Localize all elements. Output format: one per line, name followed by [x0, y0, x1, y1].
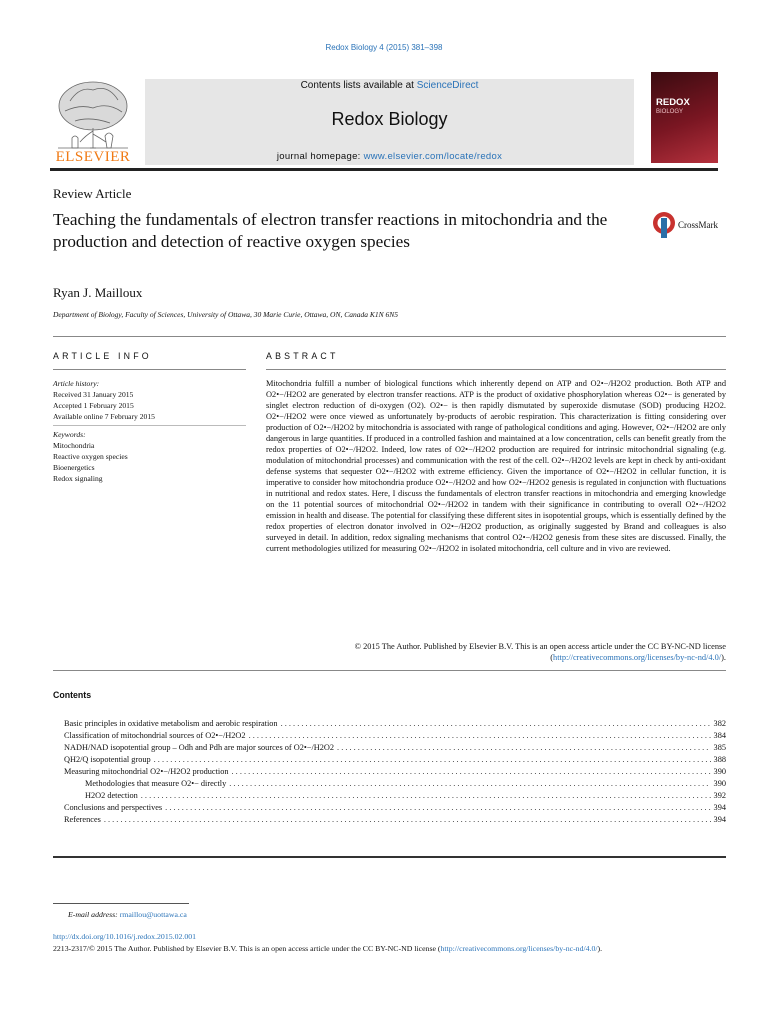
toc-entry[interactable] — [64, 778, 726, 790]
online-date: Available online 7 February 2015 — [53, 412, 155, 421]
toc-entry-label: H2O2 detection — [85, 791, 138, 800]
toc-entry-page: 394 — [713, 815, 726, 824]
toc-entry-page: 384 — [713, 731, 726, 740]
toc-leader-dots — [337, 742, 711, 754]
toc-entry-label: Classification of mitochondrial sources of O2•−/H2O2 — [64, 731, 246, 740]
footnote-email — [68, 910, 187, 919]
copyright-end: ). — [721, 653, 726, 662]
keywords-label: Keywords: — [53, 430, 86, 439]
toc-entry-page: 390 — [713, 767, 726, 776]
article-type: Review Article — [53, 186, 132, 201]
license-text: 2213-2317/© 2015 The Author. Published by Elsevier B.V. This is an open access article under the CC BY-NC-ND license ( — [53, 944, 441, 953]
toc-entry-label: Conclusions and perspectives — [64, 803, 163, 812]
email-label: E-mail address: — [68, 910, 120, 919]
sciencedirect-link[interactable]: ScienceDirect — [416, 80, 479, 91]
abstract-copyright — [266, 641, 726, 663]
toc-entry-label: References — [64, 815, 101, 824]
toc-entry-label: Methodologies that measure O2•− directly — [85, 779, 227, 788]
license-end: ). — [597, 944, 603, 953]
elsevier-wordmark: ELSEVIER — [55, 149, 131, 165]
contents-top-rule — [53, 670, 726, 671]
toc-entry-page: 388 — [713, 755, 726, 764]
toc-leader-dots — [141, 790, 711, 802]
abstract-rule — [266, 369, 726, 370]
journal-cover-image[interactable] — [651, 72, 718, 163]
footnote-rule — [53, 903, 189, 904]
author-name: Ryan J. Mailloux — [53, 285, 143, 300]
copyright-text: © 2015 The Author. Published by Elsevier B.V. This is an open access article under the CC BY-NC-ND license ( — [354, 642, 726, 662]
toc-leader-dots — [232, 766, 711, 778]
info-divider — [53, 425, 246, 426]
contents-heading: Contents — [53, 690, 92, 700]
crossmark-label: CrossMark — [678, 220, 718, 230]
info-rule — [53, 369, 246, 370]
toc-leader-dots — [249, 730, 711, 742]
toc-entry-label: Measuring mitochondrial O2•−/H2O2 production — [64, 767, 229, 776]
toc-entry[interactable] — [64, 814, 726, 826]
crossmark-badge[interactable] — [652, 208, 728, 242]
toc-entry[interactable] — [64, 754, 726, 766]
accepted-date: Accepted 1 February 2015 — [53, 401, 134, 410]
toc-leader-dots — [165, 802, 710, 814]
toc-entry-page: 392 — [713, 791, 726, 800]
author-affiliation: Department of Biology, Faculty of Sciences, University of Ottawa, 30 Marie Curie, Ottawa, ON, Canada K1N 6N5 — [53, 310, 398, 319]
toc-entry-label: Basic principles in oxidative metabolism and aerobic respiration — [64, 719, 278, 728]
journal-homepage — [145, 151, 634, 162]
toc-entry[interactable] — [64, 766, 726, 778]
table-of-contents — [64, 718, 726, 826]
toc-entry-page: 390 — [713, 779, 726, 788]
cover-title: REDOX — [656, 97, 690, 108]
crossmark-icon — [652, 210, 676, 240]
abstract-heading: ABSTRACT — [266, 351, 339, 361]
journal-reference[interactable]: Redox Biology 4 (2015) 381–398 — [325, 43, 443, 52]
section-rule — [53, 336, 726, 337]
toc-leader-dots — [154, 754, 711, 766]
toc-entry[interactable] — [64, 742, 726, 754]
article-title: Teaching the fundamentals of electron transfer reactions in mitochondria and the production and detection of reactive oxygen species — [53, 210, 608, 251]
toc-leader-dots — [104, 814, 711, 826]
keyword-item: Redox signaling — [53, 474, 103, 483]
contents-prefix: Contents lists available at — [300, 80, 417, 91]
toc-entry[interactable] — [64, 730, 726, 742]
cover-subtitle: BIOLOGY — [656, 109, 684, 115]
toc-entry-page: 394 — [713, 803, 726, 812]
contents-availability — [145, 80, 634, 91]
history-label: Article history: — [53, 379, 100, 388]
toc-entry-page: 382 — [713, 719, 726, 728]
toc-leader-dots — [281, 718, 711, 730]
doi-link[interactable]: http://dx.doi.org/10.1016/j.redox.2015.02.001 — [53, 932, 197, 941]
toc-entry-label: NADH/NAD isopotential group – Odh and Pdh are major sources of O2•−/H2O2 — [64, 743, 335, 752]
homepage-link[interactable]: www.elsevier.com/locate/redox — [363, 151, 503, 162]
homepage-prefix: journal homepage: — [276, 151, 364, 162]
received-date: Received 31 January 2015 — [53, 390, 134, 399]
license-link[interactable]: http://creativecommons.org/licenses/by-nc-nd/4.0/ — [553, 653, 722, 662]
email-link[interactable]: rmaillou@uottawa.ca — [119, 910, 187, 919]
journal-title: Redox Biology — [331, 109, 448, 129]
keyword-item: Mitochondria — [53, 441, 95, 450]
toc-entry-page: 385 — [713, 743, 726, 752]
article-info-heading: ARTICLE INFO — [53, 351, 152, 361]
footer-license-link[interactable]: http://creativecommons.org/licenses/by-nc-nd/4.0/ — [440, 944, 598, 953]
toc-leader-dots — [229, 778, 710, 790]
toc-entry[interactable] — [64, 802, 726, 814]
footer-license — [53, 944, 602, 953]
article-history — [53, 378, 155, 422]
keyword-item: Bioenergetics — [53, 463, 95, 472]
header-rule — [50, 168, 718, 171]
toc-entry-label: QH2/Q isopotential group — [64, 755, 151, 764]
toc-entry[interactable] — [64, 790, 726, 802]
toc-entry[interactable] — [64, 718, 726, 730]
contents-bottom-rule — [53, 856, 726, 858]
abstract-text: Mitochondria fulfill a number of biological functions which inherently depend on ATP and O2•−/H2O2 production. Both ATP and O2•−/H2O2 are generated by electron transfer reactions. ATP is the product of oxidative phosphorylation whereas O2•− is generated by singlet electron reduction of di-oxygen (O2). O2•− is then rapidly dismutated by superoxide dismutase (SOD) producing H2O2. O2•−/H2O2 were once viewed as unfortunately by-products of aerobic respiration. This characterization is fitting considering over production of O2•−/H2O2 by mitochondria is associated with range of pathological conditions and aging. However, O2•−/H2O2 are only dangerous in large quantities. If produced in a controlled fashion and maintained at a low concentration, cells can benefit greatly from the redox properties of O2•−/H2O2. Indeed, low rates of O2•−/H2O2 production are required for intrinsic mitochondrial signaling (e.g. modulation of mitochondrial processes) and communication with the rest of the cell. O2•−/H2O2 levels are kept in check by anti-oxidant defense systems that sequester O2•−/H2O2 with extreme efficiency. Given the importance of O2•−/H2O2 in cellular function, it is imperative to consider how mitochondria produce O2•−/H2O2 and how O2•−/H2O2 genesis is regulated in conjunction with fluctuations in nutritional and redox states. Here, I discuss the fundamentals of electron transfer reactions in mitochondria and emerging knowledge on the 11 potential sources of mitochondrial O2•−/H2O2 in tandem with their significance in contributing to overall O2•−/H2O2 emission in health and disease. The potential for classifying these different sites in isopotential groups, which is essentially defined by the redox properties of electron donator involved in O2•−/H2O2 production, as originally suggested by Brand and colleagues is also surveyed in detail. In addition, redox signaling mechanisms that control O2•−/H2O2 genesis from these sites are discussed. Finally, the current methodologies utilized for measuring O2•−/H2O2 in isolated mitochondria, cell culture and in vivo are reviewed. — [266, 379, 726, 553]
keywords — [53, 429, 128, 484]
keyword-item: Reactive oxygen species — [53, 452, 128, 461]
